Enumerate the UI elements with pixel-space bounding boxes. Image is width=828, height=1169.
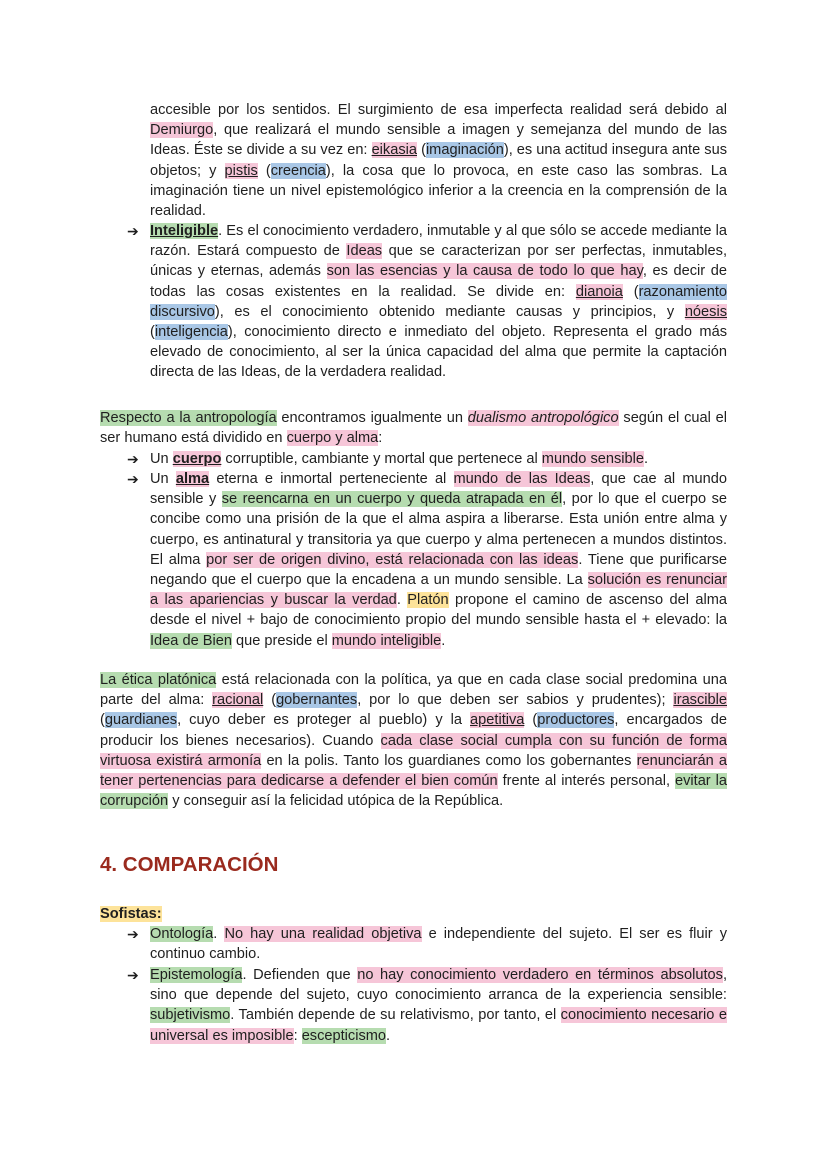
bullet-cuerpo <box>150 449 727 469</box>
term-cuerpo: cuerpo <box>172 451 222 467</box>
bullet-alma <box>150 469 727 651</box>
bullet-inteligible <box>150 221 727 383</box>
highlight-sofistas: Sofistas: <box>100 906 162 922</box>
highlight-inteligencia: inteligencia <box>154 324 228 341</box>
text: ( <box>417 142 426 159</box>
paragraph-etica <box>100 670 727 811</box>
bullet-ontologia <box>150 924 727 964</box>
text: ( <box>263 692 277 709</box>
text: que preside el <box>231 632 332 649</box>
arrow-bullet-icon: ➔ <box>127 926 139 942</box>
highlight-reencarna: se reencarna en un cuerpo y queda atrapada en él <box>221 491 563 508</box>
text: ), es una actitud insegura ante sus objetos; y <box>150 142 727 179</box>
text: , sino que depende del sujeto, cuyo conocimiento arranca de la experiencia sensible: <box>150 967 727 1004</box>
bullet-epistemologia <box>150 965 727 1046</box>
text: . <box>386 1027 391 1044</box>
highlight-imposible: conocimiento necesario e universal es imposible <box>150 1007 727 1044</box>
highlight-renunciaran: renunciarán a tener pertenencias para dedicarse a defender el bien común <box>100 752 727 790</box>
text: accesible por los sentidos. El surgimiento de esa imperfecta realidad será debido al <box>150 102 727 118</box>
highlight-mundo-ideas: mundo de las Ideas <box>453 471 591 487</box>
highlight-dualismo: dualismo antropológico <box>467 410 619 426</box>
text: frente al interés personal, <box>497 773 675 790</box>
text: . Defienden que <box>242 967 358 983</box>
text: , cuyo deber es proteger al pueblo) y la <box>177 712 471 729</box>
text: . También depende de su relativismo, por tanto, el <box>230 1007 561 1024</box>
arrow-bullet-icon: ➔ <box>127 967 139 983</box>
highlight-epistemologia: Epistemología <box>150 967 243 983</box>
arrow-bullet-icon: ➔ <box>127 471 139 487</box>
text: ( <box>524 712 538 729</box>
arrow-bullet-icon: ➔ <box>127 223 139 239</box>
text: . Tiene que purificarse negando que el cuerpo que la encadena a un mundo sensible. La <box>150 551 727 589</box>
paragraph-antropologia <box>100 408 727 448</box>
highlight-productores: productores <box>537 712 615 729</box>
highlight-guardianes: guardianes <box>104 712 178 729</box>
text: ( <box>100 712 105 729</box>
highlight-mundo-inteligible: mundo inteligible <box>331 632 442 649</box>
text: propone el camino de ascenso del alma desde el nivel + bajo de conocimiento propio del mundo sensible hasta el + elevado: la <box>150 592 728 629</box>
text: . <box>644 451 649 467</box>
text: , por lo que deben ser sabios y prudentes); <box>357 692 674 709</box>
term-pistis: pistis <box>224 162 258 179</box>
highlight-antropologia: Respecto a la antropología <box>100 410 277 426</box>
term-apetitiva: apetitiva <box>470 712 525 729</box>
text: en la polis. Tanto los guardianes como los gobernantes <box>261 752 637 769</box>
highlight-cuerpo-alma: cuerpo y alma <box>286 430 379 447</box>
term-noesis: nóesis <box>684 303 727 320</box>
text: ), es el conocimiento obtenido mediante causas y principios, y <box>214 303 685 320</box>
text: . <box>213 926 225 942</box>
sofistas-heading <box>100 904 162 924</box>
highlight-etica: La ética platónica <box>100 672 217 688</box>
text: . Es el conocimiento verdadero, inmutable y al que sólo se accede mediante la razón. Estará compuesto de <box>150 223 727 260</box>
highlight-idea-bien: Idea de Bien <box>150 632 232 649</box>
term-eikasia: eikasia <box>371 142 417 159</box>
text: , es decir de todas las cosas existentes en la realidad. Se divide en: <box>150 263 728 300</box>
term-dianoia: dianoia <box>575 283 623 300</box>
highlight-no-conocimiento: no hay conocimiento verdadero en términos absolutos <box>357 967 723 983</box>
highlight-solucion: solución es renunciar a las apariencias y buscar la verdad <box>150 572 727 609</box>
text: , por lo que el cuerpo se concibe como una prisión de la que el alma aspira a liberarse. Esta unión entre alma y cuerpo, es antinatural y transitoria ya que cuerpo y alma pertenecen a mundos distintos. El alma <box>150 491 728 568</box>
section-title: 4. COMPARACIÓN <box>100 853 279 876</box>
highlight-cumpla: cada clase social cumpla con su función de forma virtuosa existirá armonía <box>100 732 727 769</box>
text: . <box>396 592 408 609</box>
text: ( <box>622 283 639 300</box>
term-alma: alma <box>175 471 210 487</box>
text: e independiente del sujeto. El ser es fluir y continuo cambio. <box>150 926 728 963</box>
text: que se caracterizan por ser perfectas, inmutables, únicas y eternas, además <box>150 243 728 280</box>
text: eterna e inmortal perteneciente al <box>209 471 454 487</box>
text: : <box>293 1027 302 1044</box>
highlight-imaginacion: imaginación <box>425 142 504 159</box>
text: encontramos igualmente un <box>276 410 468 426</box>
text: Un <box>150 471 176 487</box>
paragraph-sensible-world <box>150 100 727 221</box>
text: corruptible, cambiante y mortal que pertenece al <box>221 451 542 467</box>
text: ( <box>150 324 155 341</box>
text: según el cual el ser humano está dividido en <box>100 410 728 447</box>
text: ( <box>257 162 271 179</box>
text: , que realizará el mundo sensible a imagen y semejanza del mundo de las Ideas. Éste se divide a su vez en: <box>150 122 727 159</box>
text: : <box>378 430 383 447</box>
term-irascible: irascible <box>673 692 727 709</box>
highlight-esencias: son las esencias y la causa de todo lo que hay <box>326 263 643 280</box>
highlight-gobernantes: gobernantes <box>276 692 358 709</box>
text: Un <box>150 451 173 467</box>
highlight-creencia: creencia <box>270 162 326 179</box>
text: está relacionada con la política, ya que en cada clase social predomina una parte del alma: <box>100 672 727 709</box>
highlight-demiurgo: Demiurgo <box>150 122 214 139</box>
term-inteligible: Inteligible <box>150 223 219 239</box>
highlight-mundo-sensible: mundo sensible <box>541 451 645 467</box>
highlight-ideas: Ideas <box>346 243 383 260</box>
term-racional: racional <box>212 692 264 709</box>
arrow-bullet-icon: ➔ <box>127 451 139 467</box>
text: ), conocimiento directo e inmediato del objeto. Representa el grado más elevado de conocimiento, al ser la única capacidad del alma que permite la captación directa de las Ideas, de la verdadera realidad. <box>150 324 727 381</box>
text: , que cae al mundo sensible y <box>150 471 727 508</box>
highlight-subjetivismo: subjetivismo <box>150 1007 231 1024</box>
text: ), la cosa que lo provoca, en este caso las sombras. La imaginación tiene un nivel epistemológico inferior a la creencia en la comprensión de la realidad. <box>150 162 727 220</box>
highlight-no-realidad: No hay una realidad objetiva <box>224 926 422 942</box>
text: , encargados de producir los bienes necesarios). Cuando <box>100 712 727 749</box>
highlight-origen-divino: por ser de origen divino, está relacionada con las ideas <box>206 551 579 568</box>
text: . <box>441 632 446 649</box>
highlight-razonamiento: razonamiento discursivo <box>150 283 727 320</box>
highlight-corrupcion: evitar la corrupción <box>100 773 728 810</box>
highlight-platon: Platón <box>407 592 449 609</box>
text: y conseguir así la felicidad utópica de la República. <box>168 793 504 810</box>
highlight-escepticismo: escepticismo <box>301 1027 387 1044</box>
highlight-ontologia: Ontología <box>150 926 214 942</box>
